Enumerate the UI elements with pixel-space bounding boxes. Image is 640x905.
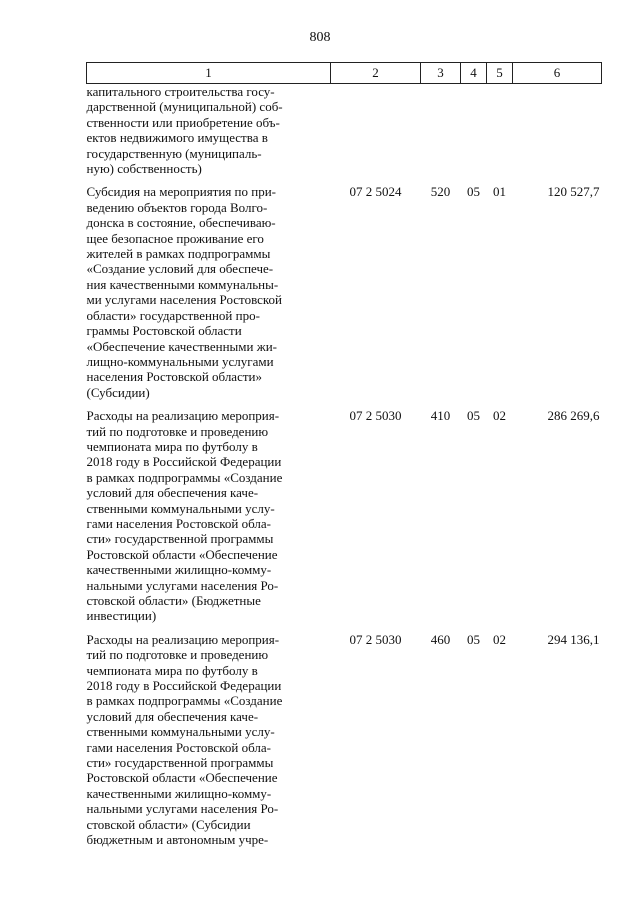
description-line: Субсидия на мероприятия по при-	[86, 184, 277, 200]
column-header-subsection: 5	[487, 63, 513, 84]
row-amount: 294 136,1	[547, 631, 600, 647]
description-line: государственную (муниципаль-	[86, 145, 262, 161]
table-row	[87, 84, 602, 183]
description-line: инвестиции)	[86, 608, 157, 624]
row-subsection: 02	[493, 631, 506, 647]
description-line: ми услугами населения Ростовской	[86, 292, 283, 308]
description-line: бюджетным и автономным учре-	[86, 832, 269, 848]
description-line: Ростовской области «Обеспечение	[86, 770, 278, 786]
description-line: донска в состояние, обеспечиваю-	[86, 215, 276, 231]
description-line: чемпионата мира по футболу в	[86, 662, 258, 678]
description-line: сти» государственной программы	[86, 531, 274, 547]
description-line: ния качественными коммунальны-	[86, 276, 279, 292]
row-amount	[513, 84, 602, 183]
row-amount: 120 527,7	[547, 184, 600, 200]
description-line: ектов недвижимого имущества в	[86, 130, 268, 146]
description-line: чемпионата мира по футболу в	[86, 438, 258, 454]
description-line: Расходы на реализацию мероприя-	[86, 408, 280, 424]
row-subsection	[487, 84, 513, 183]
row-code: 07 2 5030	[349, 631, 402, 647]
description-line: граммы Ростовской области	[86, 323, 242, 339]
description-line: тий по подготовке и проведению	[86, 647, 269, 663]
table-row	[87, 182, 602, 406]
column-header-amount: 6	[513, 63, 602, 84]
column-header-code: 2	[331, 63, 421, 84]
budget-table	[86, 62, 602, 854]
description-line: Ростовской области «Обеспечение	[86, 546, 278, 562]
row-description	[87, 182, 331, 406]
row-code	[331, 84, 421, 183]
description-line: условий для обеспечения каче-	[86, 708, 259, 724]
row-section: 05	[467, 184, 480, 200]
description-line: стовской области» (Субсидии	[86, 816, 251, 832]
description-line: щее безопасное проживание его	[86, 230, 264, 246]
row-section	[461, 84, 487, 183]
description-line: лищно-коммунальными услугами	[86, 353, 274, 369]
column-header-type: 3	[421, 63, 461, 84]
row-description	[87, 84, 331, 183]
description-line: населения Ростовской области»	[86, 369, 262, 385]
description-line: «Создание условий для обеспече-	[86, 261, 274, 277]
description-line: гами населения Ростовской обла-	[86, 515, 271, 531]
description-line: стовской области» (Бюджетные	[86, 593, 261, 608]
row-expense-type	[421, 84, 461, 183]
page-number: 808	[309, 30, 331, 45]
description-line: ную) собственность)	[86, 161, 202, 177]
description-line: в рамках подпрограммы «Создание	[86, 693, 283, 709]
description-line: в рамках подпрограммы «Создание	[86, 469, 283, 485]
row-description	[87, 630, 331, 854]
description-line: 2018 году в Российской Федерации	[86, 454, 282, 470]
description-line: жителей в рамках подпрограммы	[86, 246, 271, 262]
description-line: условий для обеспечения каче-	[86, 485, 259, 501]
description-line: ственности или приобретение объ-	[86, 114, 280, 130]
description-line: ственными коммунальными услу-	[86, 724, 275, 740]
row-subsection: 01	[493, 184, 506, 200]
description-line: нальными услугами населения Ро-	[86, 801, 279, 817]
description-line: качественными жилищно-комму-	[86, 562, 272, 578]
description-line: нальными услугами населения Ро-	[86, 577, 279, 593]
row-section: 05	[467, 631, 480, 647]
column-header-description: 1	[87, 63, 331, 84]
description-line: области» государственной про-	[86, 307, 260, 323]
row-expense-type: 410	[430, 408, 451, 424]
row-subsection: 02	[493, 408, 506, 424]
table-row	[87, 406, 602, 630]
description-line: дарственной (муниципальной) соб-	[86, 99, 283, 115]
description-line: Расходы на реализацию мероприя-	[86, 631, 280, 647]
row-section: 05	[467, 408, 480, 424]
row-code: 07 2 5030	[349, 408, 402, 424]
description-line: ственными коммунальными услу-	[86, 500, 275, 516]
table-header-row	[87, 63, 602, 84]
row-expense-type: 460	[430, 631, 451, 647]
row-amount: 286 269,6	[547, 408, 600, 424]
description-line: тий по подготовке и проведению	[86, 423, 269, 439]
column-header-section: 4	[461, 63, 487, 84]
description-line: качественными жилищно-комму-	[86, 785, 272, 801]
description-line: (Субсидии)	[86, 384, 150, 400]
table-row	[87, 630, 602, 854]
row-expense-type: 520	[430, 184, 451, 200]
description-line: гами населения Ростовской обла-	[86, 739, 271, 755]
description-line: капитального строительства госу-	[86, 84, 275, 99]
description-line: 2018 году в Российской Федерации	[86, 678, 282, 694]
description-line: сти» государственной программы	[86, 755, 274, 771]
description-line: ведению объектов города Волго-	[86, 199, 268, 215]
row-code: 07 2 5024	[349, 184, 402, 200]
row-description	[87, 406, 331, 630]
table-body	[87, 84, 602, 854]
description-line: «Обеспечение качественными жи-	[86, 338, 277, 354]
